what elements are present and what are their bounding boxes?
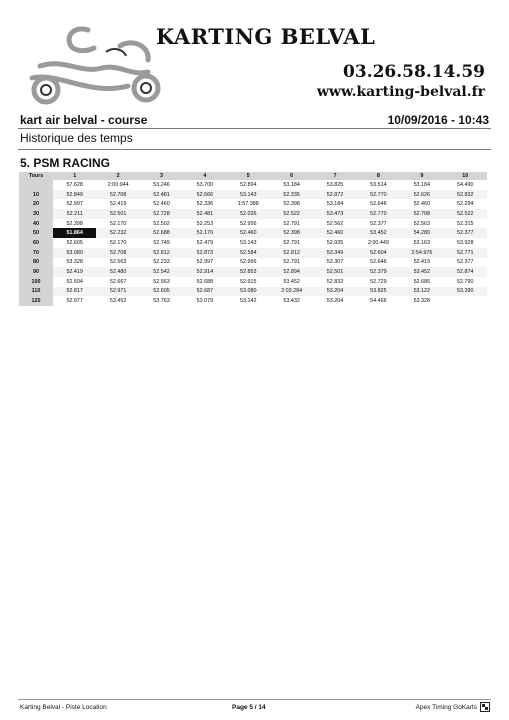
- lap-number-cell: 20: [19, 199, 53, 209]
- lap-time-cell: 52.605: [66, 239, 83, 246]
- lap-number-cell: 90: [19, 267, 53, 277]
- divider: [18, 699, 491, 700]
- lap-time-cell: 52.977: [66, 298, 83, 305]
- lap-time-cell: 52.790: [457, 278, 474, 285]
- lap-time-cell: 52.294: [457, 201, 474, 208]
- lap-time-cell: 52.832: [444, 190, 487, 200]
- footer-location: Karting Belval - Piste Location: [20, 704, 107, 711]
- lap-time-cell: 52.377: [370, 220, 387, 227]
- lap-time-cell: 52.379: [357, 267, 400, 277]
- lap-time-cell: 52.688: [196, 278, 214, 285]
- lap-time-cell: 52.026: [227, 209, 270, 219]
- lap-number-cell: 70: [19, 248, 53, 258]
- lap-number-cell: 100: [19, 277, 53, 287]
- lap-time-cell: 52.708: [400, 209, 443, 219]
- lap-time-cell: 52.315: [457, 220, 474, 227]
- column-header: 8: [357, 172, 400, 180]
- event-datetime: 10/09/2016 - 10:43: [387, 113, 489, 127]
- table-row: [19, 248, 487, 258]
- lap-time-cell: 52.770: [357, 209, 400, 219]
- lap-time-cell: 52.646: [370, 259, 387, 266]
- go-kart-logo-icon: [10, 16, 168, 108]
- lap-time-cell: 52.770: [357, 190, 400, 200]
- lap-time-cell: 52.605: [140, 287, 183, 297]
- lap-time-cell: 53.163: [413, 239, 431, 246]
- lap-number-cell: 40: [19, 219, 53, 229]
- lap-time-cell: 52.915: [240, 278, 257, 285]
- lap-time-cell: 52.849: [53, 190, 96, 200]
- column-header: 5: [227, 172, 270, 180]
- lap-time-cell: 52.604: [357, 248, 400, 258]
- lap-time-cell: 52.233: [153, 259, 170, 266]
- lap-time-cell: 52.563: [109, 259, 127, 266]
- lap-time-cell: 52.894: [270, 267, 313, 277]
- lap-time-cell: 52.336: [196, 201, 214, 208]
- lap-time-cell: 52.563: [153, 278, 170, 285]
- team-title: 5. PSM RACING: [20, 156, 111, 170]
- lap-time-cell: 52.501: [313, 267, 356, 277]
- lap-time-cell: 52.562: [326, 220, 344, 227]
- lap-time-cell: 52.688: [140, 228, 183, 238]
- lap-time-cell: 52.335: [270, 190, 313, 200]
- lap-time-cell: 52.874: [444, 267, 487, 277]
- lap-time-cell: 53.514: [370, 181, 387, 188]
- lap-time-cell: 52.377: [457, 259, 474, 266]
- lap-time-cell: 52.604: [66, 278, 83, 285]
- lap-time-cell: 52.791: [283, 220, 300, 227]
- lap-time-cell: 53.204: [326, 298, 344, 305]
- column-header: 7: [313, 172, 356, 180]
- lap-time-cell: 52.935: [326, 239, 344, 246]
- table-row: [19, 296, 487, 306]
- lap-time-cell: [444, 296, 487, 306]
- lap-time-cell: 52.812: [270, 248, 313, 258]
- column-header: 3: [140, 172, 183, 180]
- lap-time-cell: 53.390: [444, 287, 487, 297]
- lap-time-cell: 52.666: [183, 190, 226, 200]
- lap-time-cell: 52.522: [444, 209, 487, 219]
- lap-time-cell: 52.563: [413, 220, 431, 227]
- lap-time-cell: 52.956: [240, 259, 257, 266]
- lap-time-cell: 52.253: [196, 220, 214, 227]
- lap-time-cell: 52.894: [240, 181, 257, 188]
- table-row: [19, 228, 487, 238]
- lap-time-cell: 52.377: [444, 228, 487, 238]
- lap-time-cell: 53.452: [109, 298, 127, 305]
- lap-time-cell: 52.232: [96, 228, 139, 238]
- lap-time-cell: 52.749: [153, 239, 170, 246]
- lap-time-cell: 52.646: [370, 201, 387, 208]
- lap-time-cell: 53.452: [357, 228, 400, 238]
- lap-number-cell: [19, 180, 53, 190]
- lap-time-cell: 52.873: [183, 248, 226, 258]
- footer-page-number: Page 5 / 14: [232, 704, 266, 711]
- lap-time-cell: 52.211: [53, 209, 96, 219]
- lap-time-cell: 52.481: [140, 190, 183, 200]
- table-body: [19, 180, 487, 306]
- table-row: [19, 209, 487, 219]
- column-header: 4: [183, 172, 226, 180]
- lap-time-cell: 53.204: [313, 287, 356, 297]
- lap-time-cell: 53.142: [240, 298, 257, 305]
- lap-time-cell: 52.791: [283, 239, 300, 246]
- lap-time-cell: 52.170: [109, 239, 127, 246]
- lap-time-cell: 53.825: [326, 181, 344, 188]
- lap-time-cell: 54.490: [457, 181, 474, 188]
- lap-time-cell: 52.771: [444, 248, 487, 258]
- lap-time-cell: 52.729: [370, 278, 387, 285]
- lap-time-cell: 52.708: [96, 190, 139, 200]
- lap-time-cell: 52.812: [140, 248, 183, 258]
- table-header-row: [19, 172, 487, 180]
- lap-time-cell: 57.628: [66, 181, 83, 188]
- table-row: [19, 238, 487, 248]
- lap-time-cell: 52.460: [313, 228, 356, 238]
- column-header-tours: Tours: [19, 172, 53, 180]
- lap-times-table: [19, 172, 487, 306]
- lap-number-cell: 10: [19, 190, 53, 200]
- table-row: [19, 277, 487, 287]
- column-header: 2: [96, 172, 139, 180]
- lap-time-cell: 53.246: [153, 181, 170, 188]
- lap-time-cell: 52.479: [196, 239, 214, 246]
- lap-time-cell: 52.817: [53, 287, 96, 297]
- lap-time-cell: 53.928: [457, 239, 474, 246]
- lap-time-cell: 53.080: [227, 287, 270, 297]
- website-link[interactable]: www.karting-belval.fr: [316, 84, 485, 100]
- lap-time-cell: 53.452: [400, 267, 443, 277]
- lap-time-cell: 52.170: [109, 220, 127, 227]
- lap-time-cell: 2:54.976: [400, 248, 443, 258]
- lap-time-cell: 52.832: [326, 278, 344, 285]
- table-row: [19, 267, 487, 277]
- lap-number-cell: 110: [19, 287, 53, 297]
- lap-time-cell: 53.328: [413, 298, 431, 305]
- column-header: 6: [270, 172, 313, 180]
- lap-time-cell: 53.307: [326, 259, 344, 266]
- lap-time-cell: 53.080: [53, 248, 96, 258]
- lap-time-cell: 52.997: [196, 259, 214, 266]
- column-header: 10: [444, 172, 487, 180]
- lap-time-cell: 52.398: [283, 201, 300, 208]
- lap-time-cell: 52.687: [183, 287, 226, 297]
- lap-time-cell: 52.460: [153, 201, 170, 208]
- lap-time-cell: 52.460: [413, 201, 431, 208]
- lap-time-cell: 53.825: [357, 287, 400, 297]
- lap-time-cell: 53.473: [313, 209, 356, 219]
- table-row: [19, 287, 487, 297]
- apex-flag-icon: [480, 702, 490, 712]
- lap-number-cell: 120: [19, 296, 53, 306]
- best-lap-cell: 51.864: [53, 228, 96, 238]
- lap-time-cell: 52.791: [283, 259, 300, 266]
- lap-time-cell: 52.997: [66, 201, 83, 208]
- lap-time-cell: 53.184: [326, 201, 344, 208]
- lap-number-cell: 80: [19, 258, 53, 268]
- lap-time-cell: 52.872: [313, 190, 356, 200]
- lap-time-cell: 53.143: [240, 239, 257, 246]
- lap-time-cell: 52.522: [270, 209, 313, 219]
- lap-time-cell: 53.079: [196, 298, 214, 305]
- lap-time-cell: 2:00.944: [107, 181, 129, 188]
- brand-title: KARTING BELVAL: [156, 24, 376, 49]
- lap-time-cell: 52.170: [183, 228, 226, 238]
- lap-number-cell: 30: [19, 209, 53, 219]
- lap-time-cell: 52.971: [96, 287, 139, 297]
- column-header: 1: [53, 172, 96, 180]
- lap-time-cell: 52.626: [400, 190, 443, 200]
- divider: [18, 128, 491, 129]
- lap-time-cell: 53.184: [413, 181, 431, 188]
- table-row: [19, 190, 487, 200]
- event-title: kart air belval - course: [20, 113, 148, 127]
- lap-number-cell: 60: [19, 238, 53, 248]
- lap-time-cell: 52.419: [53, 267, 96, 277]
- lap-time-cell: 53.328: [66, 259, 83, 266]
- lap-time-cell: 53.432: [283, 298, 300, 305]
- lap-time-cell: 1:57.388: [237, 201, 259, 208]
- lap-time-cell: 52.708: [96, 248, 139, 258]
- lap-number-cell: 50: [19, 228, 53, 238]
- footer-software: Apex Timing GoKarts: [415, 704, 477, 711]
- lap-time-cell: 54.280: [400, 228, 443, 238]
- column-header: 9: [400, 172, 443, 180]
- lap-time-cell: 52.584: [227, 248, 270, 258]
- table-row: [19, 219, 487, 229]
- lap-time-cell: 53.349: [313, 248, 356, 258]
- lap-time-cell: 54.466: [370, 298, 387, 305]
- divider: [18, 149, 491, 150]
- lap-time-cell: 53.763: [153, 298, 170, 305]
- table-row: [19, 199, 487, 209]
- lap-time-cell: 52.398: [66, 220, 83, 227]
- lap-time-cell: 52.480: [96, 267, 139, 277]
- lap-time-cell: 52.501: [96, 209, 139, 219]
- lap-time-cell: 2:00.449: [367, 239, 389, 246]
- lap-time-cell: 53.122: [400, 287, 443, 297]
- lap-time-cell: 53.700: [196, 181, 214, 188]
- table-row: [19, 180, 487, 190]
- lap-time-cell: 52.686: [413, 278, 431, 285]
- lap-time-cell: 52.398: [270, 228, 313, 238]
- lap-time-cell: 52.542: [140, 267, 183, 277]
- phone-number: 03.26.58.14.59: [343, 62, 485, 82]
- lap-time-cell: 52.460: [227, 228, 270, 238]
- lap-time-cell: 52.419: [413, 259, 431, 266]
- lap-time-cell: 2:03.284: [270, 287, 313, 297]
- lap-time-cell: 52.502: [153, 220, 170, 227]
- page-subtitle: Historique des temps: [20, 131, 133, 145]
- lap-time-cell: 53.452: [283, 278, 300, 285]
- lap-time-cell: 52.914: [183, 267, 226, 277]
- lap-time-cell: 52.728: [140, 209, 183, 219]
- lap-time-cell: 52.667: [109, 278, 127, 285]
- lap-time-cell: 52.956: [240, 220, 257, 227]
- lap-time-cell: 53.143: [227, 190, 270, 200]
- table-row: [19, 258, 487, 268]
- lap-time-cell: 53.184: [283, 181, 300, 188]
- lap-time-cell: 52.481: [183, 209, 226, 219]
- lap-time-cell: 52.853: [227, 267, 270, 277]
- lap-time-cell: 52.419: [109, 201, 127, 208]
